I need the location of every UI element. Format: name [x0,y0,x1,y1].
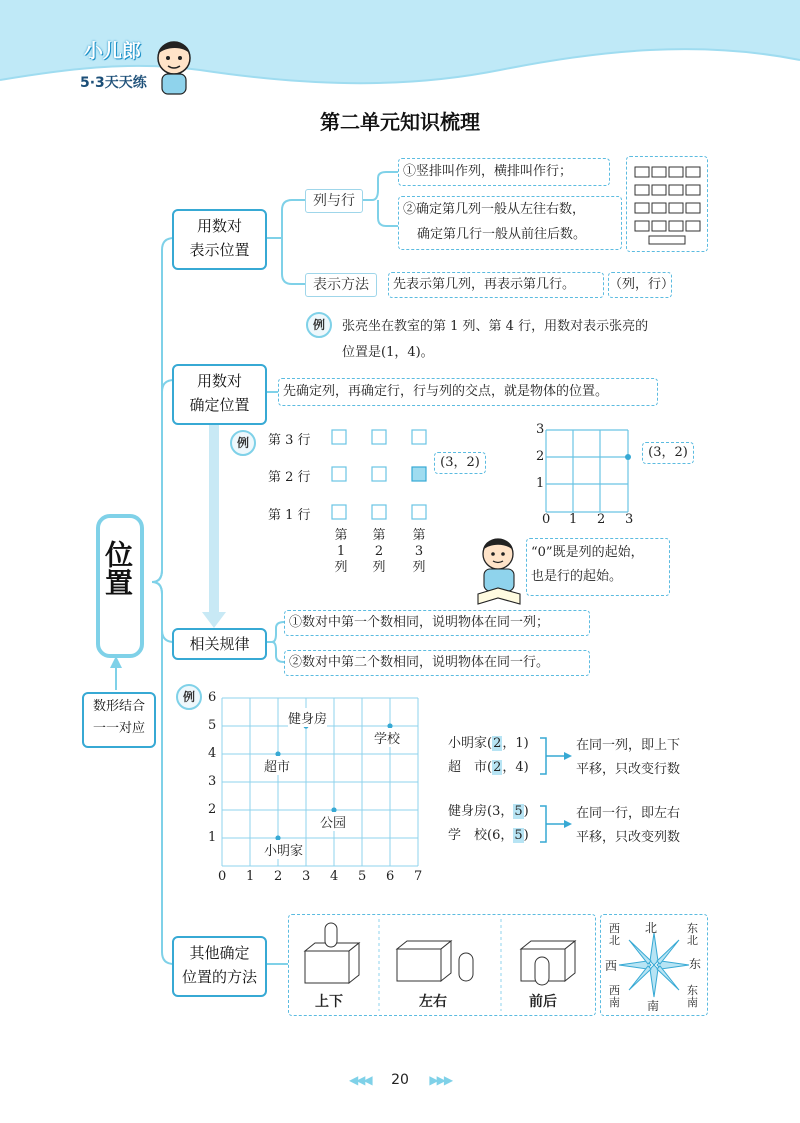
seat-c3-r2-highlight [412,467,426,481]
locate-rule-text: 先确定列，再确定行，行与列的交点，就是物体的位置。 [283,384,609,399]
notation-format [608,272,675,298]
example-badge-1 [306,312,332,338]
map-y-1: 1 [208,830,217,845]
grid-pair-text: (3，2) [648,445,688,460]
seat-pair-callout [434,452,486,474]
notation-rule [388,272,604,298]
left-right-icon [397,941,473,981]
classroom-seats-illustration [626,156,708,252]
compass-northeast: 东北 [687,922,698,947]
seat-c2-r2 [372,467,386,481]
label-gym: 健身房 [288,708,327,727]
example-badge-3 [176,684,202,710]
map-x-5: 5 [358,869,367,884]
small-grid-x-2: 2 [597,512,606,527]
compass-southeast: 东南 [687,984,698,1009]
pattern-rule1 [284,610,590,636]
columns-rows-rule2 [398,196,622,250]
branch3-label-text: 相关规律 [189,635,250,653]
col-label-1: 第 1 列 [334,528,348,575]
page-title: 第二单元知识梳理 [320,110,480,134]
next-arrows-icon: ▶▶▶ [429,1073,452,1087]
label-home: 小明家 [264,840,303,859]
desks-icon [627,157,707,251]
row-label-2: 第 2 行 [268,470,311,485]
map-y-3: 3 [208,774,217,789]
speech-bubble [526,538,670,596]
prev-arrows-icon: ◀◀◀ [348,1073,371,1087]
other-methods-panel [288,914,596,1016]
col-label-3: 第 3 列 [412,528,426,575]
compass-east: 东 [689,957,702,971]
notation-rule-text: 先表示第几列，再表示第几行。 [393,277,576,292]
map-y-5: 5 [208,718,217,733]
small-grid-x-0: 0 [542,512,551,527]
compass-northwest: 西北 [609,922,620,947]
example-1-text [342,314,682,366]
example-badge-2 [230,430,256,456]
small-grid-y-3: 3 [536,422,545,437]
bottom-label-line2: 一一对应 [92,721,145,736]
pattern-rule1-text: ①数对中第一个数相同，说明物体在同一列； [289,615,550,630]
example-badge-1-text: 例 [312,318,325,332]
central-topic: 位置 [101,540,134,596]
columns-rows-rule1-text: ①竖排叫作列，横排叫作行； [403,164,573,179]
branch3-label [172,628,267,660]
bracket-1-icon [538,736,574,776]
small-grid-y-2: 2 [536,449,545,464]
example-badge-2-text: 例 [236,436,249,450]
label-school: 学校 [374,728,400,747]
compass-panel [600,914,708,1016]
compass-west: 西 [605,959,618,973]
columns-rows-rule2-line2: 确定第几行一般从前往后数。 [417,227,587,242]
seat-c1-r3 [332,430,346,444]
front-back-icon [521,941,575,985]
small-grid-x-1: 1 [569,512,578,527]
row-label-3: 第 3 行 [268,433,311,448]
notation-format-text: （列，行） [609,277,675,292]
example-1-line2: 位置是(1，4)。 [342,345,434,360]
map-x-2: 2 [274,869,283,884]
map-x-4: 4 [330,869,339,884]
branch1-label-line1: 用数对 [196,217,242,235]
pair-school: 学 校(6，5) [448,828,529,843]
label-park: 公园 [320,812,346,831]
central-topic-box [96,514,144,658]
columns-rows-rule2-line1: ②确定第几列一般从左往右数， [403,202,586,217]
bottom-label-line1: 数形结合 [92,699,145,714]
pair-market: 超 市(2，4) [448,760,529,775]
compass-south: 南 [647,999,660,1013]
branch2-label-line1: 用数对 [196,372,242,390]
columns-rows-rule1 [398,158,610,186]
label-market: 超市 [264,756,290,775]
method-front-back: 前后 [529,994,557,1010]
group2-desc: 在同一行，即左右 平移，只改变列数 [576,806,681,845]
grid-point-3-2 [625,454,631,460]
small-grid-x-3: 3 [625,512,634,527]
locate-rule [278,378,658,406]
method-left-right: 左右 [419,994,447,1010]
row-label-1: 第 1 行 [268,508,311,523]
branch4-label [172,936,267,997]
pair-gym: 健身房(3，5) [448,804,529,819]
pattern-rule2 [284,650,590,676]
seat-c1-r2 [332,467,346,481]
seat-c3-r1 [412,505,426,519]
above-below-icon [305,923,359,983]
branch1-label-line2: 表示位置 [189,241,250,259]
seat-pair-text: (3，2) [440,455,480,470]
branch4-label-line2: 位置的方法 [181,968,257,986]
seat-c2-r3 [372,430,386,444]
map-x-0: 0 [218,869,227,884]
map-y-6: 6 [208,690,217,705]
bracket-2-icon [538,804,574,844]
brand-subtitle: 5·3天天练 [80,75,147,91]
branch4-label-line1: 其他确定 [189,944,250,962]
sub-label-columns-rows: 列与行 [305,189,363,213]
page-footer [0,1072,800,1088]
compass-southwest: 西南 [609,984,620,1009]
small-grid-y-1: 1 [536,476,545,491]
branch1-label [172,209,267,270]
pair-home: 小明家(2，1) [448,736,529,751]
seat-c1-r1 [332,505,346,519]
seat-grid [326,424,436,524]
col-label-2: 第 2 列 [372,528,386,575]
grid-pair-callout [642,442,694,464]
speech-line2: 也是行的起始。 [531,569,623,584]
speech-line1: “0”既是列的起始， [531,545,644,560]
seat-c3-r3 [412,430,426,444]
map-y-2: 2 [208,802,217,817]
branch2-label-line2: 确定位置 [189,396,250,414]
example-badge-3-text: 例 [182,690,195,704]
bottom-label-box [82,692,156,748]
brand-logo: 小儿郎 [84,40,142,62]
branch2-label [172,364,267,425]
map-x-3: 3 [302,869,311,884]
compass-north: 北 [645,921,658,935]
method-above-below: 上下 [315,994,343,1010]
sub-label-notation: 表示方法 [305,273,377,297]
map-x-1: 1 [246,869,255,884]
example-1-line1: 张亮坐在教室的第 1 列、第 4 行，用数对表示张亮的 [342,319,649,334]
pattern-rule2-text: ②数对中第二个数相同，说明物体在同一行。 [289,655,550,670]
page-number: 20 [391,1072,409,1088]
reading-boy-icon [470,532,528,608]
map-x-6: 6 [386,869,395,884]
seat-c2-r1 [372,505,386,519]
group1-desc: 在同一列，即上下 平移，只改变行数 [576,738,681,777]
map-y-4: 4 [208,746,217,761]
map-x-7: 7 [414,869,423,884]
